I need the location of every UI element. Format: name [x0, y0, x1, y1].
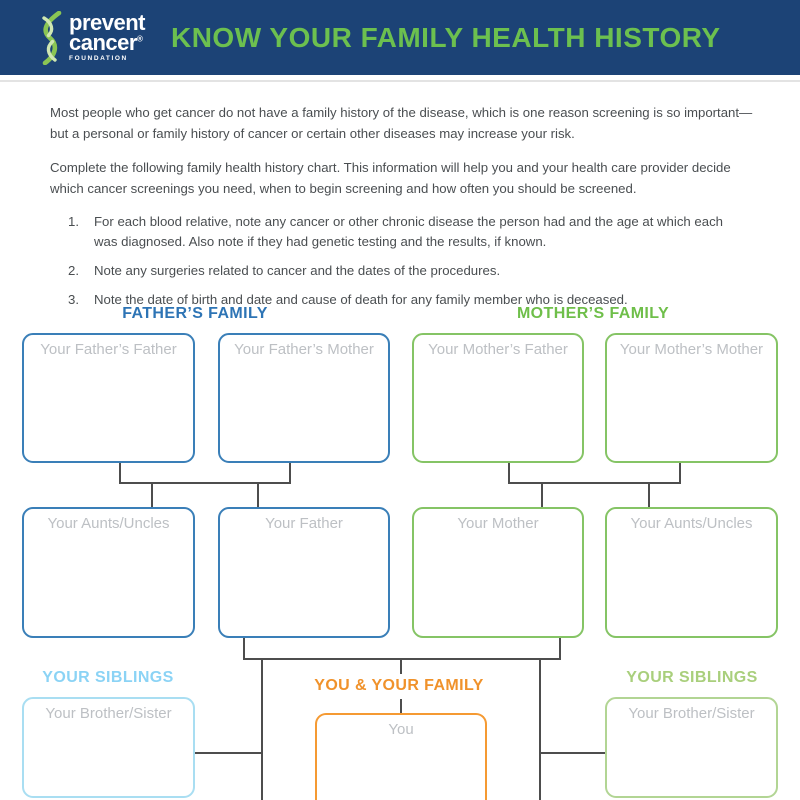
- field-box-mothers-father[interactable]: Your Mother’s Father: [412, 333, 584, 463]
- section-heading-you-and-your-family: YOU & YOUR FAMILY: [314, 677, 484, 694]
- list-number: 3.: [68, 291, 79, 307]
- logo-word-foundation: FOUNDATION: [69, 55, 128, 63]
- connector-line: [243, 638, 245, 660]
- field-box-aunts-uncles-mother-side[interactable]: Your Aunts/Uncles: [605, 507, 778, 638]
- field-box-mother[interactable]: Your Mother: [412, 507, 584, 638]
- connector-line: [151, 484, 153, 507]
- connector-line: [508, 462, 510, 484]
- connector-line: [539, 660, 541, 800]
- section-heading-fathers-family: FATHER’S FAMILY: [122, 305, 268, 322]
- field-box-you[interactable]: You: [315, 713, 487, 800]
- section-heading-your-siblings-right: YOUR SIBLINGS: [626, 669, 758, 686]
- list-text: Note any surgeries related to cancer and the dates of the procedures.: [94, 263, 501, 279]
- intro-paragraph-1: Most people who get cancer do not have a family history of the disease, which is one reason screening is so important—but a personal or family history of cancer or certain other diseases may increase your risk.: [50, 105, 753, 141]
- connector-line: [539, 752, 609, 754]
- connector-line: [508, 482, 681, 484]
- connector-line: [119, 482, 291, 484]
- family-history-chart: [0, 300, 800, 800]
- field-box-aunts-uncles-father-side[interactable]: Your Aunts/Uncles: [22, 507, 195, 638]
- connector-line: [243, 658, 561, 660]
- logo-wordmark: [69, 9, 145, 63]
- intro-text: [50, 103, 756, 319]
- connector-line: [679, 462, 681, 484]
- connector-line: [648, 484, 650, 507]
- list-item: [68, 212, 756, 252]
- dna-helix-ribbon-icon: [37, 11, 64, 65]
- prevent-cancer-logo: [37, 11, 145, 65]
- list-number: 1.: [68, 214, 79, 230]
- logo-word-cancer: cancer®: [69, 30, 143, 56]
- field-box-brother-sister-right[interactable]: Your Brother/Sister: [605, 697, 778, 798]
- connector-line: [400, 660, 402, 674]
- field-box-fathers-father[interactable]: Your Father’s Father: [22, 333, 195, 463]
- page-title: KNOW YOUR FAMILY HEALTH HISTORY: [170, 21, 721, 53]
- field-box-fathers-mother[interactable]: Your Father’s Mother: [218, 333, 390, 463]
- list-text: For each blood relative, note any cancer or other chronic disease the person had and the age at which each was diagnosed. Also note if they had genetic testing and the results, if known.: [94, 214, 724, 250]
- field-box-brother-sister-left[interactable]: Your Brother/Sister: [22, 697, 195, 798]
- list-text: Note the date of birth and date and cause of death for any family member who is deceased.: [94, 291, 628, 307]
- header-bar: [0, 0, 800, 75]
- section-heading-mothers-family: MOTHER’S FAMILY: [516, 305, 670, 322]
- field-box-father[interactable]: Your Father: [218, 507, 390, 638]
- header-divider: [0, 80, 800, 82]
- field-box-mothers-mother[interactable]: Your Mother’s Mother: [605, 333, 778, 463]
- connector-line: [261, 660, 263, 800]
- connector-line: [119, 462, 121, 484]
- connector-line: [195, 752, 263, 754]
- section-heading-your-siblings-left: YOUR SIBLINGS: [42, 669, 174, 686]
- list-item: [68, 261, 756, 281]
- instruction-list: [50, 212, 756, 309]
- connector-line: [257, 484, 259, 507]
- intro-paragraph-2: Complete the following family health history chart. This information will help you and your health care provider decide which cancer screenings you need, when to begin screening and how often you should be screened.: [50, 159, 731, 196]
- connector-line: [400, 699, 402, 713]
- connector-line: [289, 462, 291, 484]
- registered-mark: ®: [136, 34, 143, 44]
- list-number: 2.: [68, 263, 79, 279]
- connector-line: [559, 638, 561, 660]
- logo-word-prevent: prevent: [69, 9, 145, 35]
- connector-line: [541, 484, 543, 507]
